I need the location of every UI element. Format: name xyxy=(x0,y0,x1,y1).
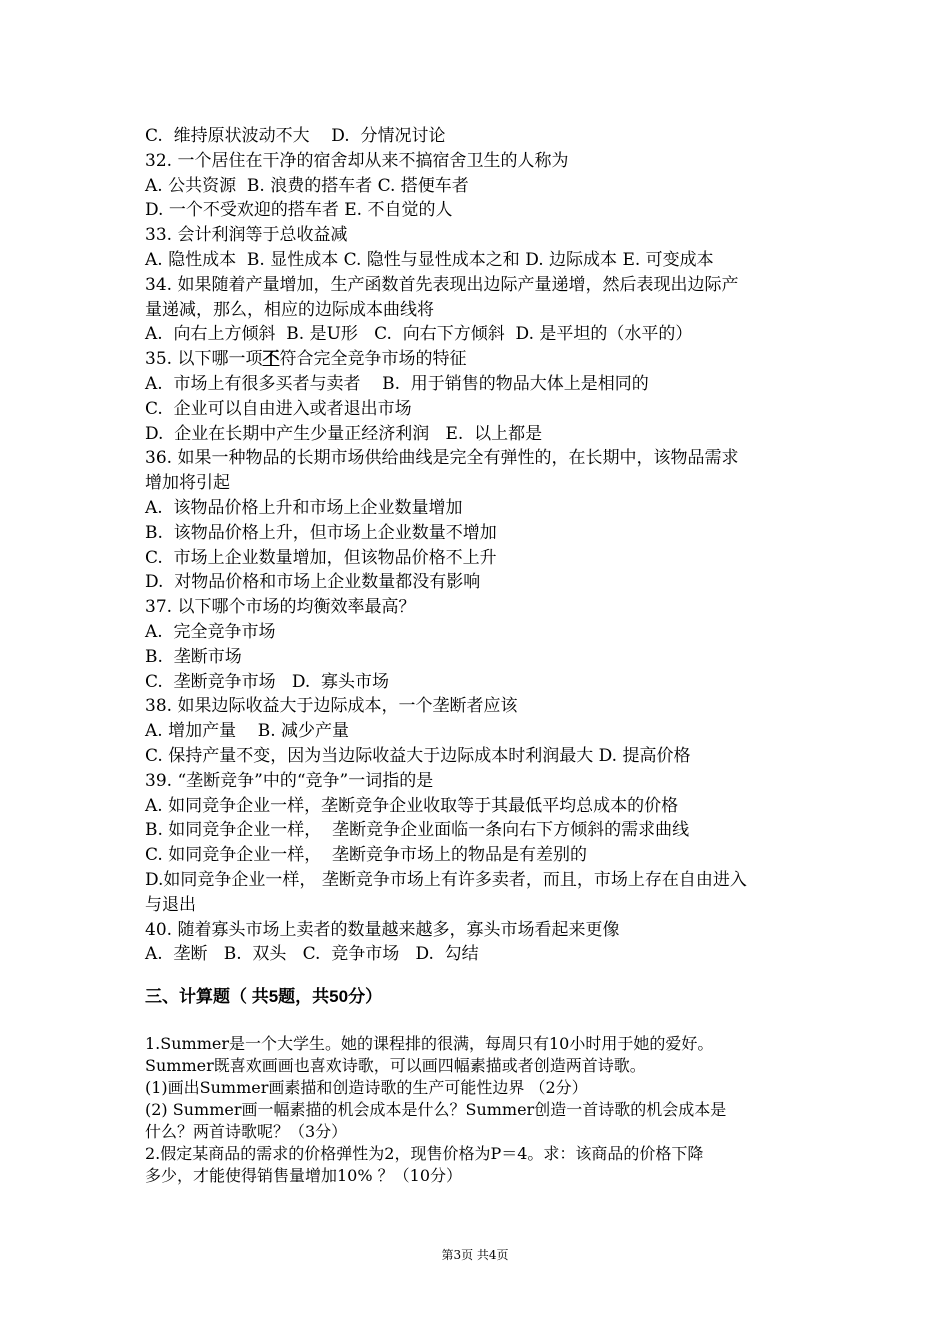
question-34: 34. 如果随着产量增加，生产函数首先表现出边际产量递增，然后表现出边际产 xyxy=(145,274,739,295)
text-line: C. 市场上企业数量增加，但该物品价格不上升 xyxy=(145,547,497,568)
page-footer: 第3页 共4页 xyxy=(441,1248,509,1262)
text-line: C. 企业可以自由进入或者退出市场 xyxy=(145,398,412,419)
text-line: D.如同竞争企业一样， 垄断竞争市场上有许多卖者，而且，市场上存在自由进入 xyxy=(145,869,747,890)
text-line: A. 市场上有很多买者与卖者 B. 用于销售的物品大体上是相同的 xyxy=(145,373,649,394)
text-line: 增加将引起 xyxy=(145,473,230,494)
calc-question-1: 1.Summer是一个大学生。她的课程排的很满，每周只有10小时用于她的爱好。 xyxy=(145,1034,714,1054)
text-line: A. 公共资源 B. 浪费的搭车者 C. 搭便车者 xyxy=(145,175,469,196)
mc-block-2 xyxy=(145,372,815,967)
text-line: Summer既喜欢画画也喜欢诗歌，可以画四幅素描或者创造两首诗歌。 xyxy=(145,1056,646,1076)
text-line: C. 如同竞争企业一样， 垄断竞争市场上的物品是有差别的 xyxy=(145,845,588,866)
page-content xyxy=(145,124,815,1187)
text-line: A. 完全竞争市场 xyxy=(145,621,276,642)
question-39: 39. “垄断竞争”中的“竞争”一词指的是 xyxy=(145,770,434,791)
question-33: 33. 会计利润等于总收益减 xyxy=(145,225,348,246)
text-line: A. 隐性成本 B. 显性成本 C. 隐性与显性成本之和 D. 边际成本 E. 可变成本 xyxy=(145,249,714,270)
text-line: B. 如同竞争企业一样， 垄断竞争企业面临一条向右下方倾斜的需求曲线 xyxy=(145,820,690,841)
text-line: A. 垄断 B. 双头 C. 竞争市场 D. 勾结 xyxy=(145,944,479,965)
text-line: B. 该物品价格上升，但市场上企业数量不增加 xyxy=(145,522,497,543)
text-line: D. 一个不受欢迎的搭车者 E. 不自觉的人 xyxy=(145,200,453,221)
text-line: 什么？两首诗歌呢？（3分） xyxy=(145,1122,348,1142)
text-line: A. 该物品价格上升和市场上企业数量增加 xyxy=(145,497,463,518)
text-line: 多少，才能使得销售量增加10% ？（10分） xyxy=(145,1166,463,1186)
text-line: A. 向右上方倾斜 B. 是U形 C. 向右下方倾斜 D. 是平坦的（水平的） xyxy=(145,324,693,345)
text-line: 量递减，那么，相应的边际成本曲线将 xyxy=(145,299,434,320)
q35-emphasis: 不 xyxy=(262,349,280,370)
calc-block xyxy=(145,1033,815,1187)
text-line: C. 保持产量不变，因为当边际收益大于边际成本时利润最大 D. 提高价格 xyxy=(145,745,691,766)
text-line: D. 对物品价格和市场上企业数量都没有影响 xyxy=(145,572,481,593)
question-40: 40. 随着寡头市场上卖者的数量越来越多，寡头市场看起来更像 xyxy=(145,919,620,940)
text-line: C. 垄断竞争市场 D. 寡头市场 xyxy=(145,671,390,692)
text-line: A. 如同竞争企业一样，垄断竞争企业收取等于其最低平均总成本的价格 xyxy=(145,795,679,816)
text-line: C. 维持原状波动不大 D. 分情况讨论 xyxy=(145,126,446,146)
mc-block-1 xyxy=(145,124,815,347)
question-37: 37. 以下哪个市场的均衡效率最高？ xyxy=(145,597,416,618)
section-heading: 三、计算题（ 共5题，共50分） xyxy=(145,987,383,1007)
question-35 xyxy=(145,347,815,372)
question-36: 36. 如果一种物品的长期市场供给曲线是完全有弹性的，在长期中，该物品需求 xyxy=(145,448,739,469)
question-38: 38. 如果边际收益大于边际成本，一个垄断者应该 xyxy=(145,696,518,717)
calc-question-2: 2.假定某商品的需求的价格弹性为2，现售价格为P＝4。求：该商品的价格下降 xyxy=(145,1144,704,1164)
q35-prefix: 35. 以下哪一项 xyxy=(145,349,263,370)
text-line: (2) Summer画一幅素描的机会成本是什么？Summer创造一首诗歌的机会成本是 xyxy=(145,1100,727,1120)
q35-suffix: 符合完全竞争市场的特征 xyxy=(279,349,467,370)
text-line: B. 垄断市场 xyxy=(145,646,242,667)
text-line: (1)画出Summer画素描和创造诗歌的生产可能性边界 （2分） xyxy=(145,1078,588,1098)
text-line: 与退出 xyxy=(145,894,196,915)
text-line: A. 增加产量 B. 减少产量 xyxy=(145,721,349,742)
question-32: 32. 一个居住在干净的宿舍却从来不搞宿舍卫生的人称为 xyxy=(145,150,569,171)
text-line: D. 企业在长期中产生少量正经济利润 E. 以上都是 xyxy=(145,423,543,444)
